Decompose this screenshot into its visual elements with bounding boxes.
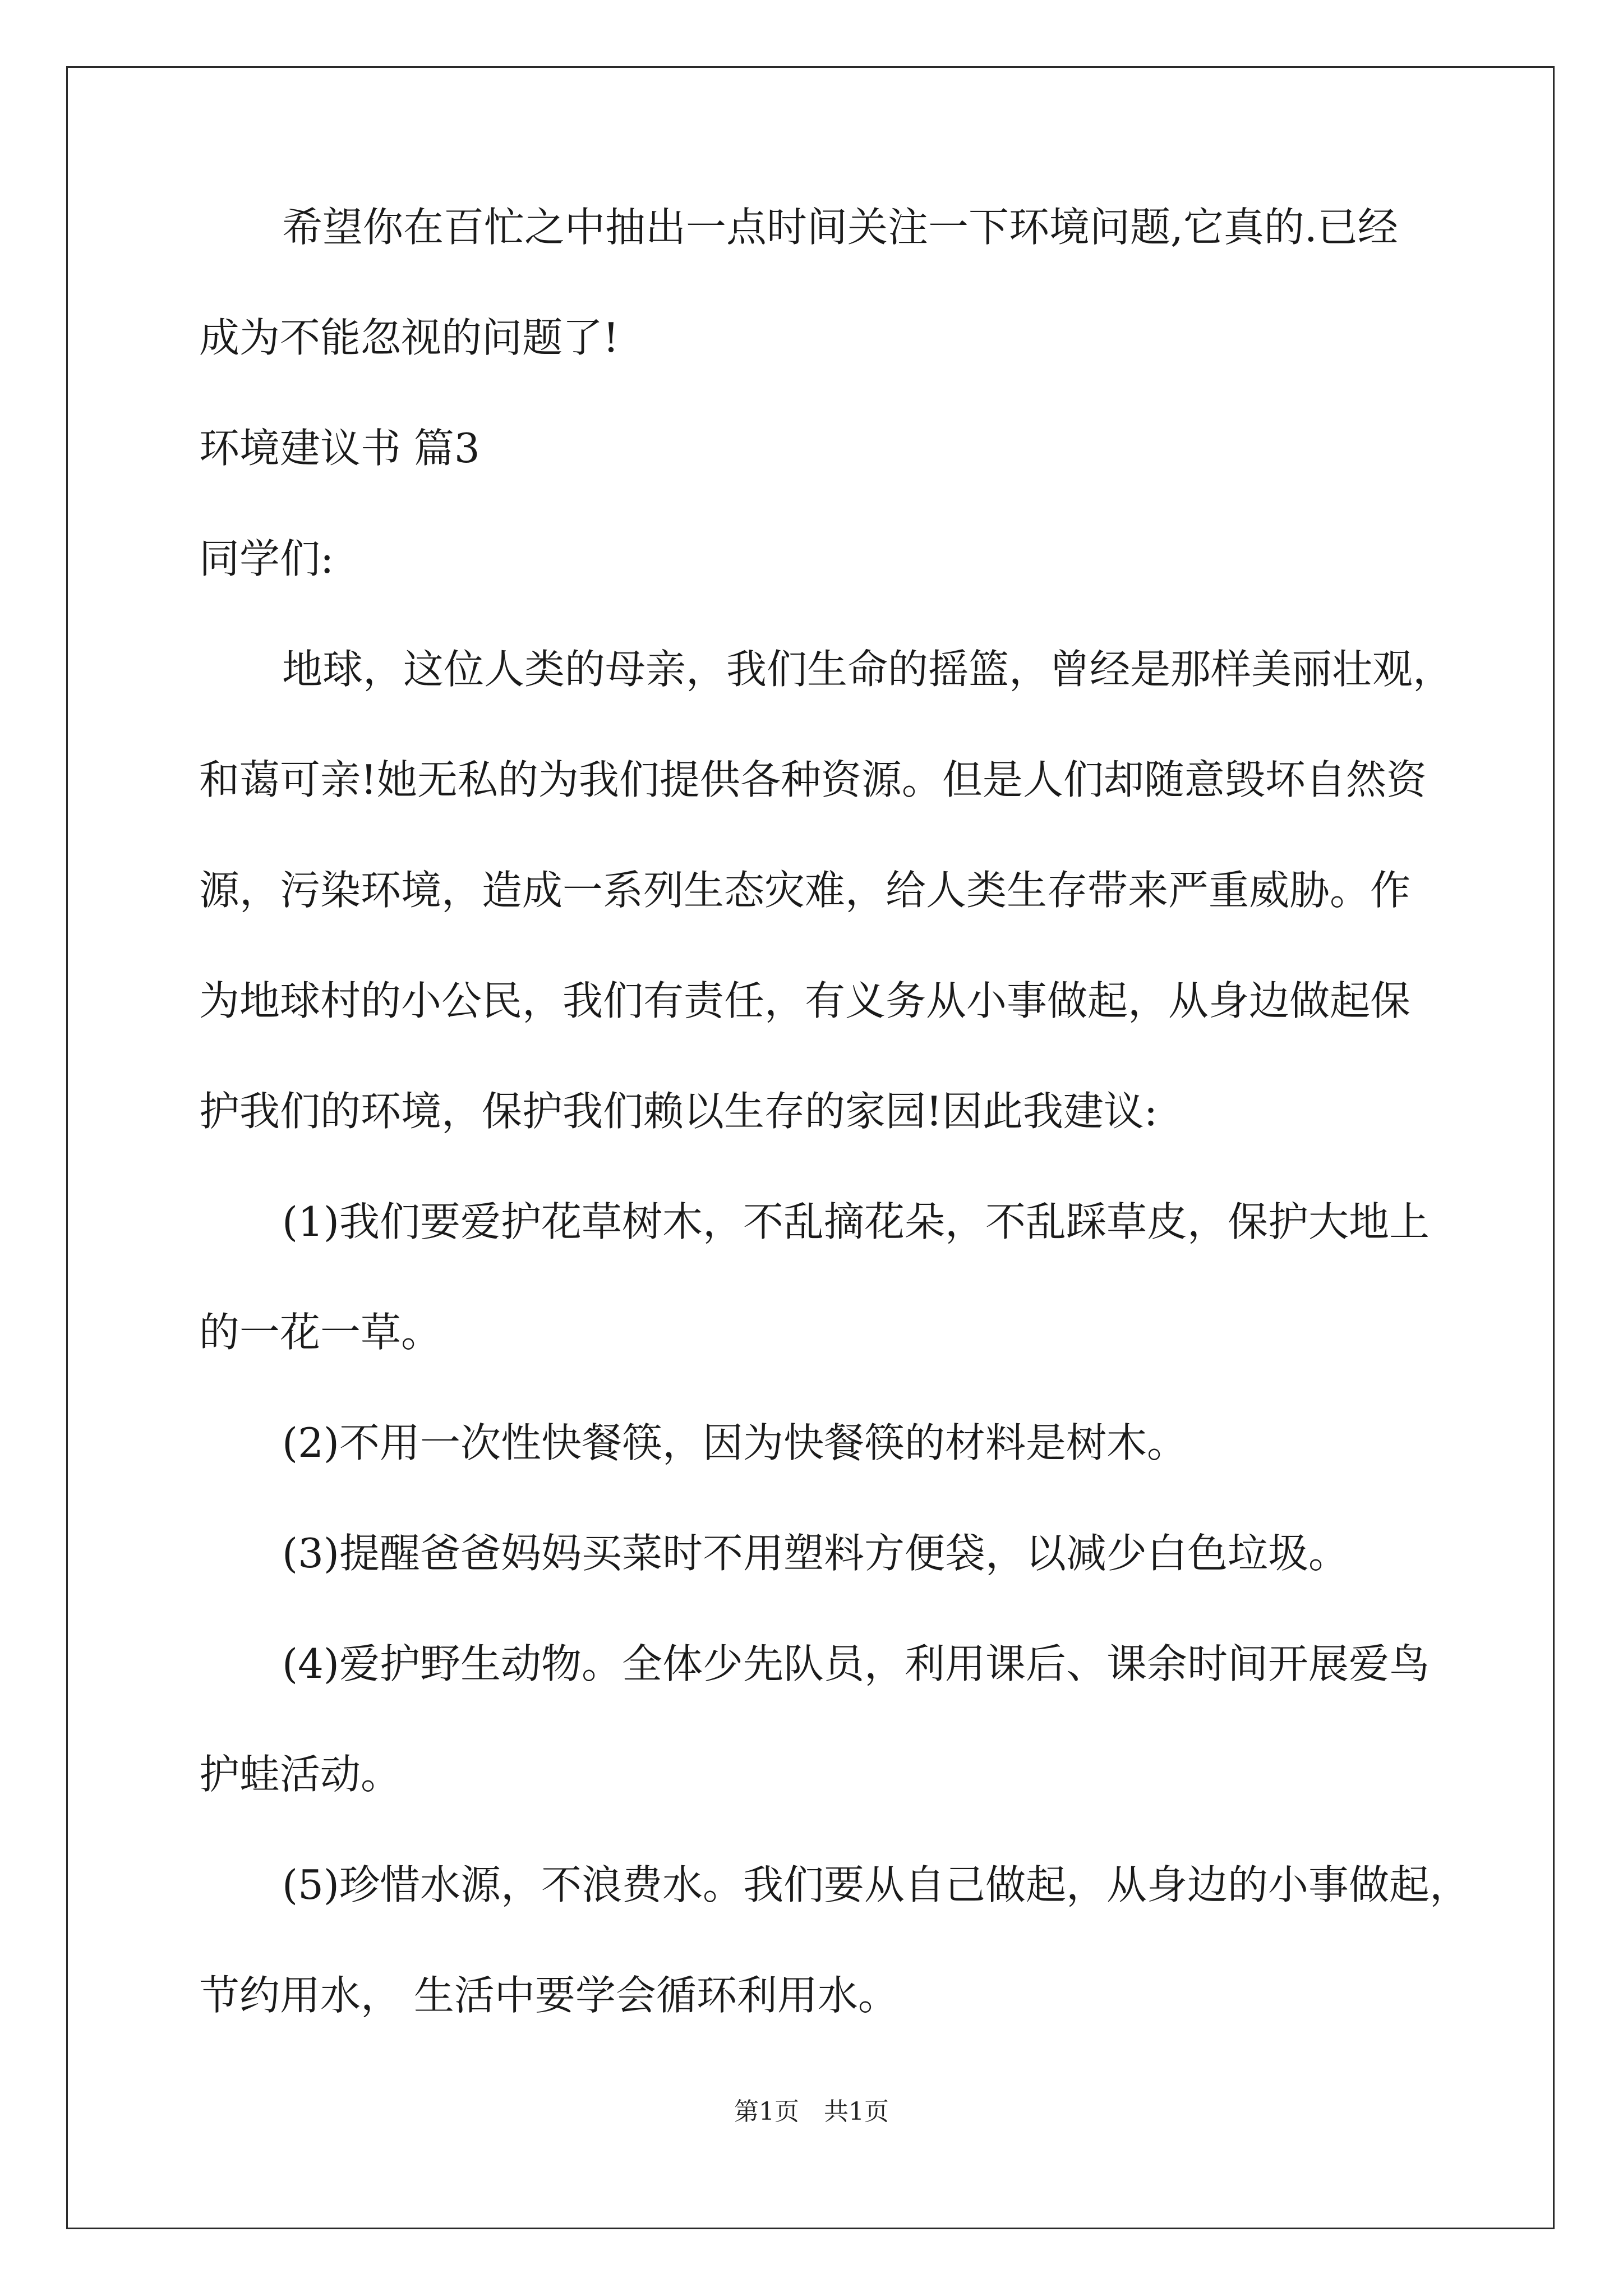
list-item-line: 的一花一草。 bbox=[199, 1309, 442, 1356]
page-number-footer: 第1页 共1页 bbox=[734, 2097, 889, 2126]
section-heading: 环境建议书 篇3 bbox=[199, 425, 480, 472]
paragraph-line: 成为不能忽视的问题了! bbox=[199, 314, 619, 361]
list-item-line: (3)提醒爸爸妈妈买菜时不用塑料方便袋，以减少白色垃圾。 bbox=[282, 1530, 1349, 1577]
list-item-line: 节约用水， 生活中要学会循环利用水。 bbox=[199, 1972, 898, 2019]
list-item-line: (2)不用一次性快餐筷，因为快餐筷的材料是树木。 bbox=[282, 1419, 1187, 1466]
paragraph-line: 护我们的环境，保护我们赖以生存的家园!因此我建议: bbox=[199, 1088, 1158, 1135]
salutation: 同学们: bbox=[199, 535, 334, 582]
list-item-line: (4)爱护野生动物。全体少先队员，利用课后、课余时间开展爱鸟 bbox=[282, 1640, 1430, 1687]
paragraph-line: 地球，这位人类的母亲，我们生命的摇篮，曾经是那样美丽壮观， bbox=[282, 646, 1454, 693]
list-item-line: (1)我们要爱护花草树木，不乱摘花朵，不乱踩草皮，保护大地上 bbox=[282, 1198, 1430, 1245]
paragraph-line: 为地球村的小公民，我们有责任，有义务从小事做起，从身边做起保 bbox=[199, 977, 1411, 1024]
list-item-line: 护蛙活动。 bbox=[199, 1751, 402, 1798]
list-item-line: (5)珍惜水源，不浪费水。我们要从自己做起，从身边的小事做起， bbox=[282, 1861, 1470, 1908]
paragraph-line: 希望你在百忙之中抽出一点时间关注一下环境问题,它真的.已经 bbox=[282, 204, 1398, 251]
paragraph-line: 和蔼可亲!她无私的为我们提供各种资源。但是人们却随意毁坏自然资 bbox=[199, 756, 1427, 803]
paragraph-line: 源，污染环境，造成一系列生态灾难，给人类生存带来严重威胁。作 bbox=[199, 867, 1411, 914]
